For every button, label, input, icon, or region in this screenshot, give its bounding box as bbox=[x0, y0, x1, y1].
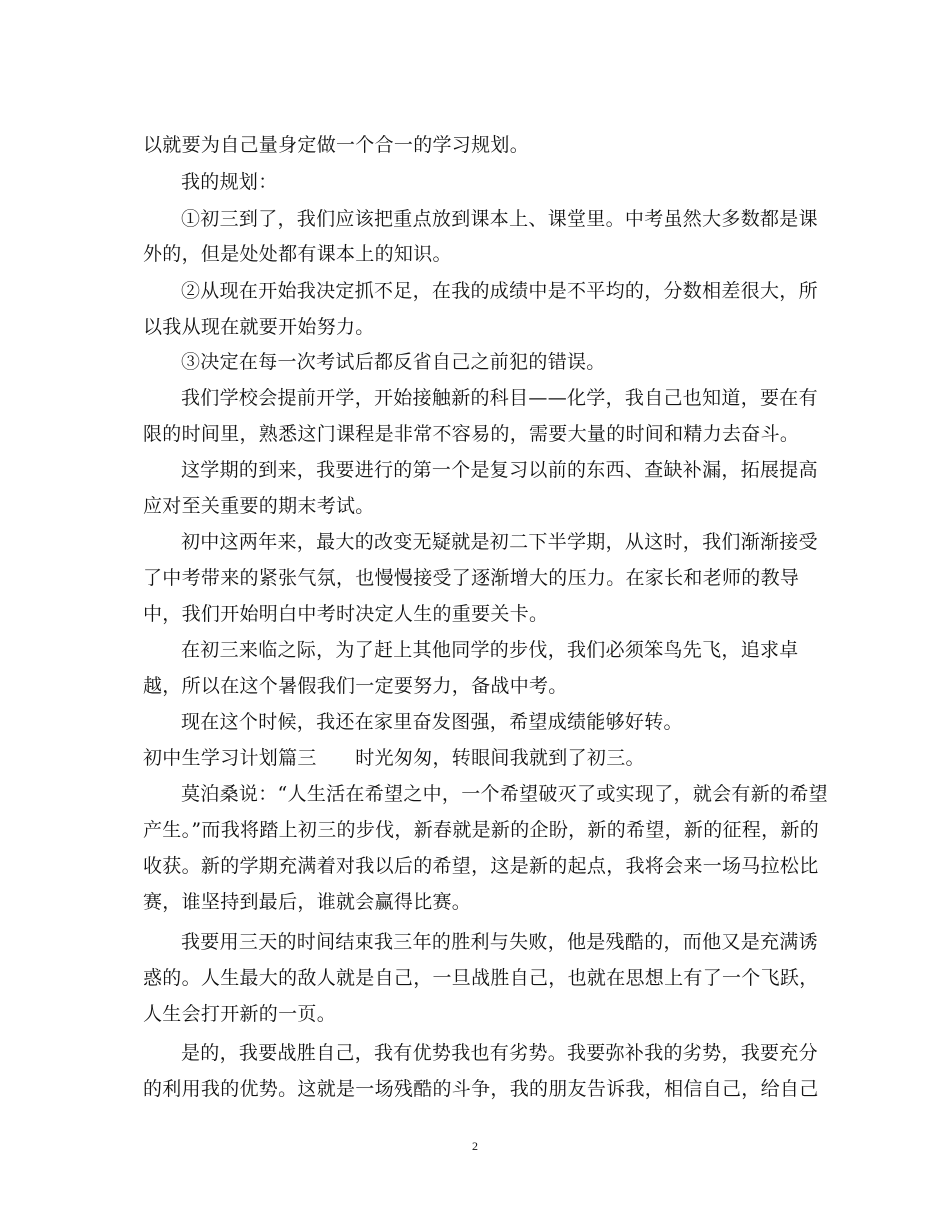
text-line: 应对至关重要的期末考试。 bbox=[143, 495, 375, 517]
text-line: 赛，谁坚持到最后，谁就会赢得比赛。 bbox=[143, 891, 472, 913]
text-line: 这学期的到来，我要进行的第一个是复习以前的东西、查缺补漏，拓展提高 bbox=[181, 459, 818, 481]
text-line: 外的，但是处处都有课本上的知识。 bbox=[143, 243, 452, 265]
text-line: 越，所以在这个暑假我们一定要努力，备战中考。 bbox=[143, 675, 568, 697]
page-number: 2 bbox=[472, 1139, 478, 1153]
text-line: 我的规划： bbox=[181, 171, 278, 193]
text-line: 惑的。人生最大的敌人就是自己，一旦战胜自己，也就在思想上有了一个飞跃， bbox=[143, 967, 819, 989]
text-line: 初中这两年来，最大的改变无疑就是初二下半学期，从这时，我们渐渐接受 bbox=[181, 531, 818, 553]
text-line: 是的，我要战胜自己，我有优势我也有劣势。我要弥补我的劣势，我要充分 bbox=[181, 1042, 818, 1064]
text-line: 以我从现在就要开始努力。 bbox=[143, 316, 375, 338]
text-line: 在初三来临之际，为了赶上其他同学的步伐，我们必须笨鸟先飞，追求卓 bbox=[181, 639, 799, 661]
text-line: ③决定在每一次考试后都反省自己之前犯的错误。 bbox=[181, 351, 606, 373]
text-line: 莫泊桑说：“人生活在希望之中，一个希望破灭了或实现了，就会有新的希望 bbox=[181, 783, 828, 805]
text-line: 了中考带来的紧张气氛，也慢慢接受了逐渐增大的压力。在家长和老师的教导 bbox=[143, 567, 800, 589]
text-line: 人生会打开新的一页。 bbox=[143, 1003, 337, 1025]
text-line: ②从现在开始我决定抓不足，在我的成绩中是不平均的，分数相差很大，所 bbox=[181, 280, 818, 302]
text-line: 现在这个时候，我还在家里奋发图强，希望成绩能够好转。 bbox=[181, 711, 683, 733]
section-heading-line: 初中生学习计划篇三 时光匆匆，转眼间我就到了初三。 bbox=[143, 747, 645, 769]
text-line: 收获。新的学期充满着对我以后的希望，这是新的起点，我将会来一场马拉松比 bbox=[143, 855, 819, 877]
text-line: 中，我们开始明白中考时决定人生的重要关卡。 bbox=[143, 603, 549, 625]
text-line: 的利用我的优势。这就是一场残酷的斗争，我的朋友告诉我，相信自己，给自己 bbox=[143, 1078, 819, 1100]
text-line: ①初三到了，我们应该把重点放到课本上、课堂里。中考虽然大多数都是课 bbox=[181, 208, 818, 230]
text-line: 产生。”而我将踏上初三的步伐，新春就是新的企盼，新的希望，新的征程，新的 bbox=[143, 819, 820, 841]
text-line: 限的时间里，熟悉这门课程是非常不容易的，需要大量的时间和精力去奋斗。 bbox=[143, 423, 800, 445]
text-line: 以就要为自己量身定做一个合一的学习规划。 bbox=[143, 134, 530, 156]
text-line: 我们学校会提前开学，开始接触新的科目——化学，我自己也知道，要在有 bbox=[181, 387, 818, 409]
text-line: 我要用三天的时间结束我三年的胜利与失败，他是残酷的，而他又是充满诱 bbox=[181, 931, 818, 953]
